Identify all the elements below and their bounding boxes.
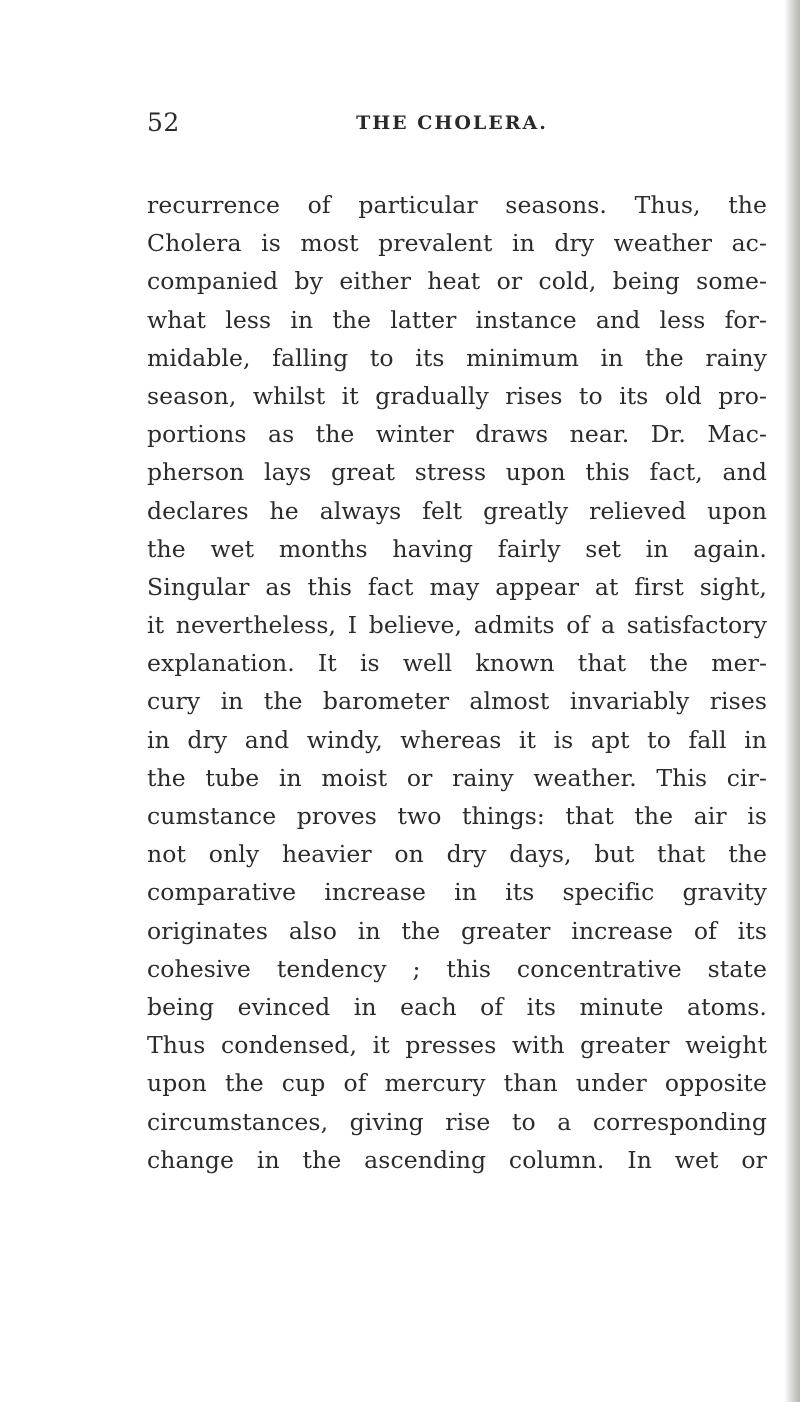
text-line: upon the cup of mercury than under opposite [147, 1069, 767, 1098]
text-line: companied by either heat or cold, being some- [147, 267, 767, 296]
text-line: change in the ascending column. In wet or [147, 1145, 767, 1174]
page-number: 52 [147, 108, 180, 137]
text-line: in dry and windy, whereas it is apt to fall in [147, 725, 767, 754]
text-line: midable, falling to its minimum in the rainy [147, 343, 767, 372]
text-line: it nevertheless, I believe, admits of a satisfactory [147, 611, 767, 640]
text-line: pherson lays great stress upon this fact, and [147, 458, 767, 487]
text-line: season, whilst it gradually rises to its old pro- [147, 381, 767, 410]
page-header [147, 108, 767, 142]
text-line: cury in the barometer almost invariably rises [147, 687, 767, 716]
text-line: what less in the latter instance and less for- [147, 305, 767, 334]
text-line: circumstances, giving rise to a corresponding [147, 1107, 767, 1136]
text-line: explanation. It is well known that the mer- [147, 649, 767, 678]
running-title: THE CHOLERA. [356, 112, 548, 134]
text-line: originates also in the greater increase of its [147, 916, 767, 945]
text-line: not only heavier on dry days, but that the [147, 840, 767, 869]
page-edge-shadow [784, 0, 800, 1402]
text-line: the wet months having fairly set in again. [147, 534, 767, 563]
text-line: comparative increase in its specific gravity [147, 878, 767, 907]
text-line: cumstance proves two things: that the air is [147, 802, 767, 830]
text-line: Cholera is most prevalent in dry weather ac- [147, 229, 767, 258]
text-line: Singular as this fact may appear at first sight, [147, 572, 767, 601]
text-line: Thus condensed, it presses with greater weight [147, 1031, 767, 1060]
text-line: the tube in moist or rainy weather. This cir- [147, 763, 767, 792]
text-line: declares he always felt greatly relieved upon [147, 496, 767, 525]
text-line: being evinced in each of its minute atoms. [147, 992, 767, 1021]
text-line: cohesive tendency ; this concentrative state [147, 954, 767, 983]
text-line: recurrence of particular seasons. Thus, the [147, 191, 767, 219]
text-line: portions as the winter draws near. Dr. Mac- [147, 420, 767, 449]
body-text [147, 186, 767, 1179]
